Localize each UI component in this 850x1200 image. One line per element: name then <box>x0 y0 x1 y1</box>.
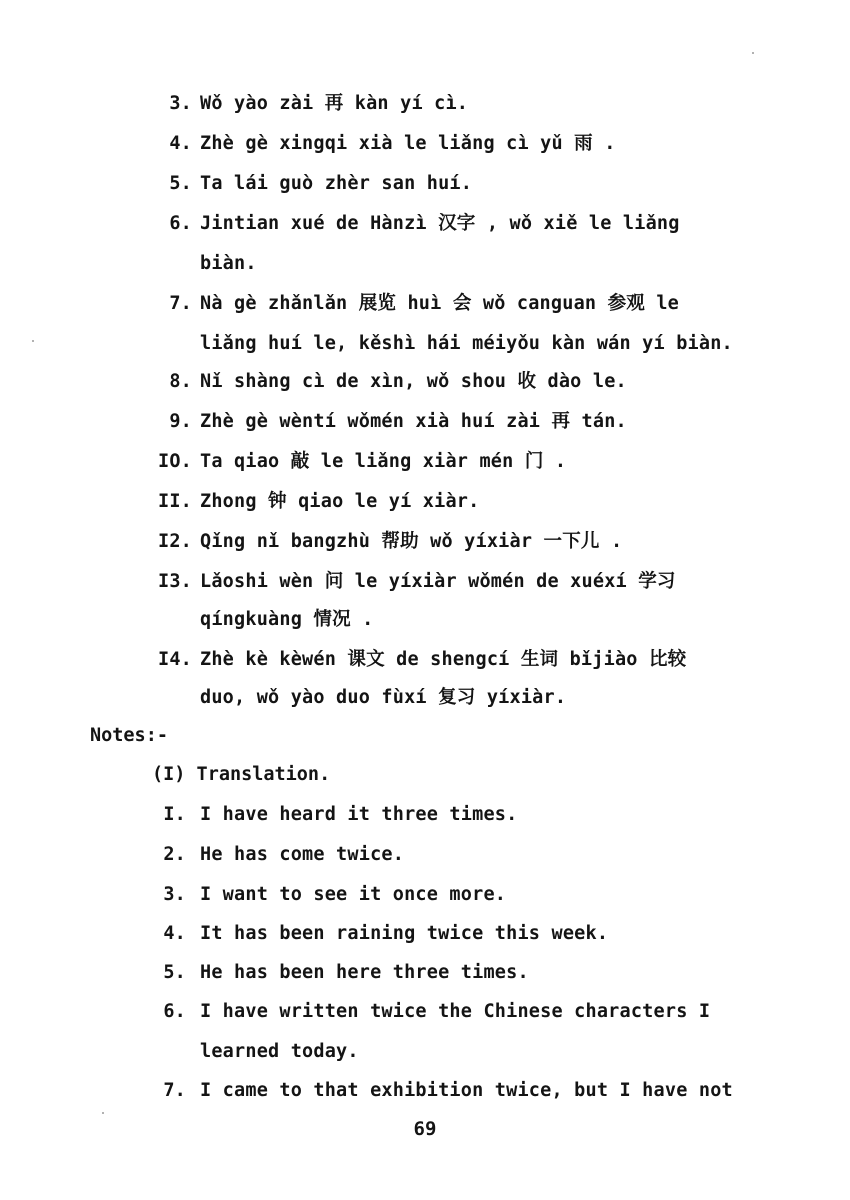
exercise-line: Lǎoshi wèn 问 le yíxiàr wǒmén de xuéxí 学习 <box>200 571 676 592</box>
scan-speck <box>102 1112 104 1114</box>
exercise-number: IO. <box>157 451 192 472</box>
exercise-number: 4. <box>169 133 192 154</box>
translation-line: He has come twice. <box>200 844 405 865</box>
translation-number: 2. <box>163 844 186 865</box>
translation-number: 6. <box>163 1001 186 1022</box>
exercise-line: Nǐ shàng cì de xìn, wǒ shou 收 dào le. <box>200 371 627 392</box>
exercise-number: 7. <box>169 293 192 314</box>
exercise-line: Ta qiao 敲 le liǎng xiàr mén 门 . <box>200 451 567 472</box>
exercise-line: duo, wǒ yào duo fùxí 复习 yíxiàr. <box>200 687 567 708</box>
translation-line: He has been here three times. <box>200 962 529 983</box>
exercise-number: 8. <box>169 371 192 392</box>
translation-number: 4. <box>163 923 186 944</box>
translation-number: 5. <box>163 962 186 983</box>
exercise-number: 5. <box>169 173 192 194</box>
exercise-line: Zhè gè wèntí wǒmén xià huí zài 再 tán. <box>200 411 627 432</box>
exercise-line: Nà gè zhǎnlǎn 展览 huì 会 wǒ canguan 参观 le <box>200 293 679 314</box>
exercise-line: Zhè gè xingqi xià le liǎng cì yǔ 雨 . <box>200 133 616 154</box>
exercise-number: I3. <box>157 571 192 592</box>
translation-line: learned today. <box>200 1041 359 1062</box>
exercise-number: I4. <box>157 649 192 670</box>
exercise-line: Zhè kè kèwén 课文 de shengcí 生词 bǐjiào 比较 <box>200 649 687 670</box>
exercise-line: biàn. <box>200 253 257 274</box>
translation-line: It has been raining twice this week. <box>200 923 609 944</box>
translation-number: I. <box>163 804 186 825</box>
translation-line: I have written twice the Chinese characters I <box>200 1001 711 1022</box>
translation-line: I want to see it once more. <box>200 884 507 905</box>
page-number: 69 <box>413 1118 437 1140</box>
exercise-line: Ta lái guò zhèr san huí. <box>200 173 473 194</box>
exercise-line: Zhong 钟 qiao le yí xiàr. <box>200 491 480 512</box>
exercise-number: II. <box>157 491 192 512</box>
exercise-line: liǎng huí le, kěshì hái méiyǒu kàn wán yí biàn. <box>200 333 733 354</box>
exercise-number: 9. <box>169 411 192 432</box>
notes-label: Notes:- <box>90 725 168 746</box>
exercise-line: qíngkuàng 情况 . <box>200 609 374 630</box>
exercise-line: Qǐng nǐ bangzhù 帮助 wǒ yíxiàr 一下儿 . <box>200 531 623 552</box>
exercise-line: Wǒ yào zài 再 kàn yí cì. <box>200 93 469 114</box>
scan-speck <box>752 52 754 54</box>
exercise-line: Jintian xué de Hànzì 汉字 , wǒ xiě le liǎng <box>200 213 680 234</box>
translation-heading: (I) Translation. <box>152 764 331 785</box>
translation-number: 3. <box>163 884 186 905</box>
scan-speck <box>32 340 34 342</box>
exercise-number: 6. <box>169 213 192 234</box>
translation-line: I came to that exhibition twice, but I have not <box>200 1080 733 1101</box>
exercise-number: 3. <box>169 93 192 114</box>
translation-number: 7. <box>163 1080 186 1101</box>
exercise-number: I2. <box>157 531 192 552</box>
translation-line: I have heard it three times. <box>200 804 518 825</box>
